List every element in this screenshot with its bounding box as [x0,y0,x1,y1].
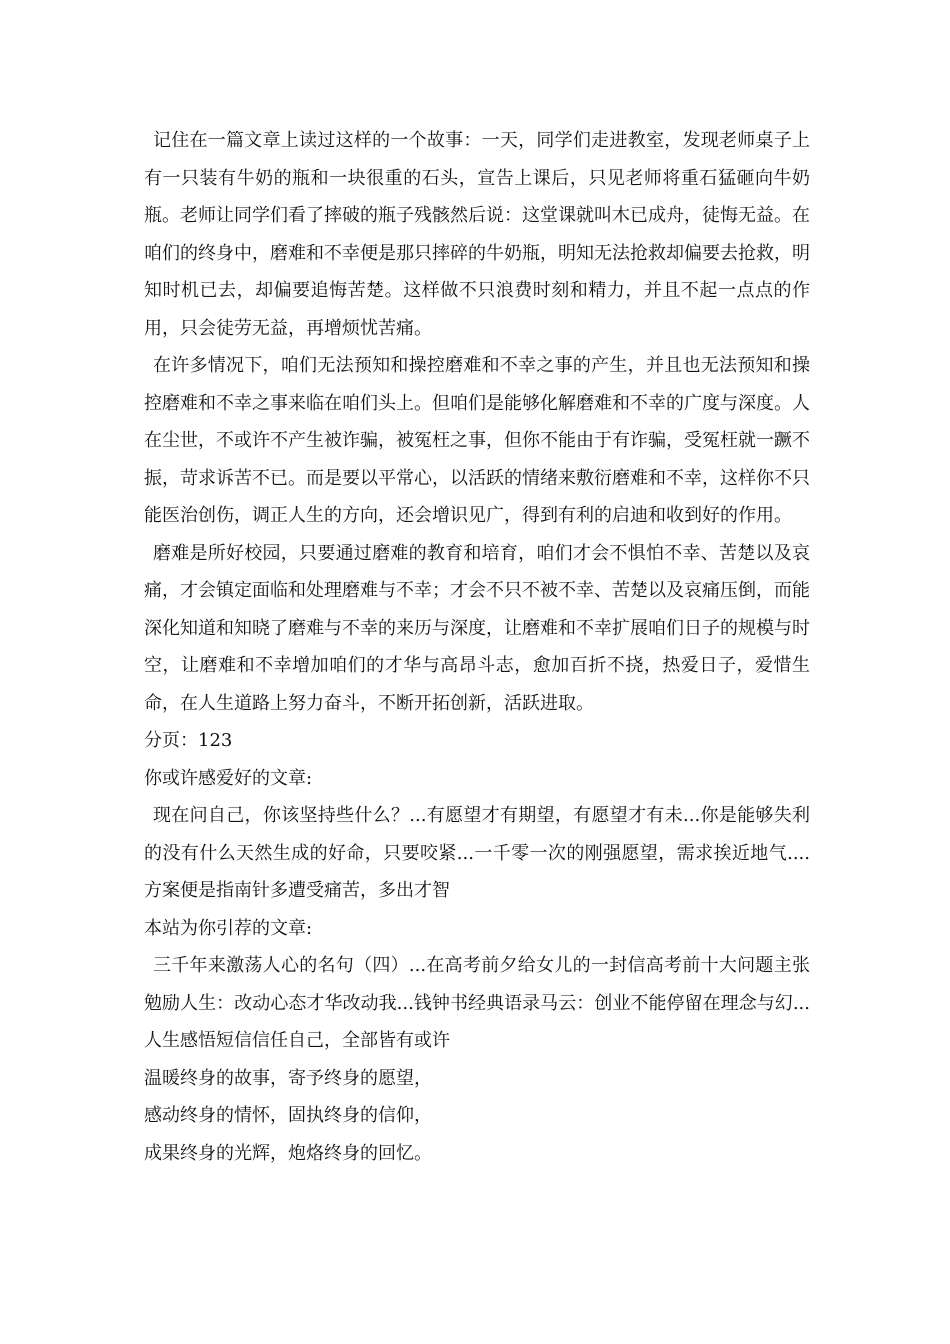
recommended-articles-text: 三千年来激荡人心的名句（四）...在高考前夕给女儿的一封信高考前十大问题主张勉励人生：改动心态才华改动我...钱钟书经典语录马云：创业不能停留在理念与幻...人生感悟短信信任自己，全部皆有或许 [144,955,810,1051]
paragraph-adversity-school: 磨难是所好校园，只要通过磨难的教育和培育，咱们才会不惧怕不幸、苦楚以及哀痛，才会镇定面临和处理磨难与不幸；才会不只不被不幸、苦楚以及哀痛压倒，而能深化知道和知晓了磨难与不幸的来历与深度，让磨难和不幸扩展咱们日子的规模与时空，让磨难和不幸增加咱们的才华与高昂斗志，愈加百折不挠，热爱日子，爱惜生命，在人生道路上努力奋斗，不断开拓创新，活跃进取。 [144,542,810,714]
related-articles-heading: 你或许感爱好的文章: [144,767,313,789]
paragraph-adversity-control: 在许多情况下，咱们无法预知和操控磨难和不幸之事的产生，并且也无法预知和操控磨难和不幸之事来临在咱们头上。但咱们是能够化解磨难和不幸的广度与深度。人在尘世，不或许不产生被诈骗，被冤枉之事，但你不能由于有诈骗，受冤枉就一蹶不振，苛求诉苦不已。而是要以平常心，以活跃的情绪来敷衍磨难和不幸，这样你不只能医治创伤，调正人生的方向，还会增识见广，得到有利的启迪和收到好的作用。 [144,355,810,526]
recommended-articles-heading: 本站为你引荐的文章: [144,917,313,939]
pagination: 分页：123 [144,730,233,751]
closing-line: 温暖终身的故事，寄予终身的愿望， [144,1067,432,1089]
article-body [144,122,810,1172]
paragraph-milk-bottle-story: 记住在一篇文章上读过这样的一个故事：一天，同学们走进教室，发现老师桌子上有一只装有牛奶的瓶和一块很重的石头，宣告上课后，只见老师将重石猛砸向牛奶瓶。老师让同学们看了摔破的瓶子残骸然后说：这堂课就叫木已成舟，徒悔无益。在咱们的终身中，磨难和不幸便是那只摔碎的牛奶瓶，明知无法抢救却偏要去抢救，明知时机已去，却偏要追悔苦楚。这样做不只浪费时刻和精力，并且不起一点点的作用，只会徒劳无益，再增烦忧苦痛。 [144,130,810,339]
related-articles-text: 现在问自己，你该坚持些什么？...有愿望才有期望，有愿望才有未...你是能够失利的没有什么天然生成的好命，只要咬紧...一千零一次的刚强愿望，需求挨近地气....方案便是指南针多遭受痛苦，多出才智 [144,805,810,901]
closing-line: 感动终身的情怀，固执终身的信仰， [144,1105,432,1126]
closing-line: 成果终身的光辉，炮烙终身的回忆。 [144,1142,432,1164]
